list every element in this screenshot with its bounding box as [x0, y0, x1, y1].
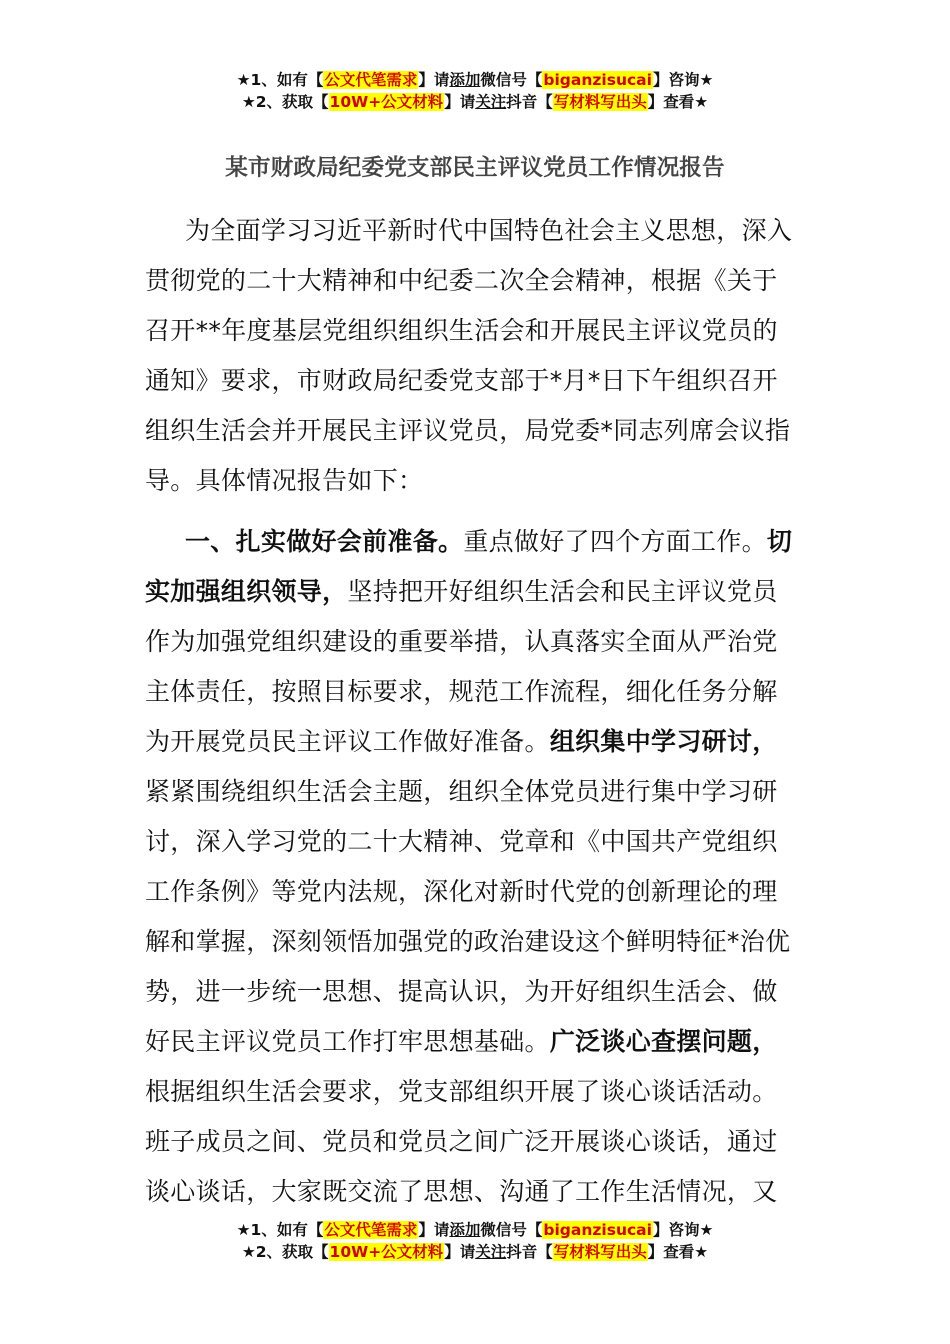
- banner-text: ★2、获取【: [241, 1243, 329, 1261]
- banner-text: 】咨询★: [652, 1221, 714, 1239]
- banner-highlight-wechat-id: biganzisucai: [543, 1221, 652, 1239]
- paragraph-line: 工作条例》等党内法规，深化对新时代党的创新理论的理: [145, 877, 778, 906]
- banner-text: 】查看★: [647, 93, 709, 111]
- paragraph-line: 召开**年度基层党组织组织生活会和开展民主评议党员的: [145, 316, 778, 345]
- banner-underlined-text: 关注: [475, 1243, 507, 1261]
- banner-highlight: 10W+公文材料: [329, 93, 444, 111]
- banner-highlight: 10W+公文材料: [329, 1243, 444, 1261]
- bottom-banner: [0, 1219, 950, 1263]
- top-banner: [0, 69, 950, 113]
- bold-subheading: 实加强组织领导，: [145, 577, 348, 606]
- bold-subheading: 切: [766, 527, 793, 556]
- banner-text: 抖音【: [506, 1243, 553, 1261]
- paragraph-line: 主体责任，按照目标要求，规范工作流程，细化任务分解: [145, 677, 778, 706]
- paragraph-line: 班子成员之间、党员和党员之间广泛开展谈心谈话，通过: [145, 1127, 778, 1156]
- paragraph-line: 为全面学习习近平新时代中国特色社会主义思想，深入: [185, 216, 793, 245]
- banner-highlight: 公文代笔需求: [324, 71, 418, 89]
- bold-subheading: 组织集中学习研讨，: [549, 727, 778, 756]
- paragraph-line: 通知》要求，市财政局纪委党支部于*月*日下午组织召开: [145, 366, 778, 395]
- banner-text: 抖音【: [506, 93, 553, 111]
- banner-line-2: [0, 1241, 950, 1263]
- paragraph-line: 解和掌握，深刻领悟加强党的政治建设这个鲜明特征*治优: [145, 927, 791, 956]
- banner-text: ★2、获取【: [241, 93, 329, 111]
- banner-line-2: [0, 91, 950, 113]
- banner-highlight-wechat-id: biganzisucai: [543, 71, 652, 89]
- banner-text: 】请: [444, 1243, 476, 1261]
- paragraph-text: 坚持把开好组织生活会和民主评议党员: [347, 577, 778, 606]
- banner-underlined-text: 添加: [449, 71, 481, 89]
- paragraph-line: 紧紧围绕组织生活会主题，组织全体党员进行集中学习研: [145, 777, 778, 806]
- banner-text: 】请: [418, 71, 450, 89]
- paragraph-line: [145, 567, 807, 617]
- paragraph-text: 重点做好了四个方面工作。: [463, 527, 767, 556]
- paragraph-line: 导。具体情况报告如下：: [145, 466, 424, 495]
- paragraph-line: [145, 1017, 807, 1067]
- banner-line-1: [0, 1219, 950, 1241]
- banner-text: ★1、如有【: [236, 71, 324, 89]
- paragraph-line: [145, 717, 807, 767]
- banner-text: 微信号【: [480, 1221, 543, 1239]
- banner-text: 微信号【: [480, 71, 543, 89]
- paragraph-line: 势，进一步统一思想、提高认识，为开好组织生活会、做: [145, 977, 778, 1006]
- paragraph-line: 作为加强党组织建设的重要举措，认真落实全面从严治党: [145, 627, 778, 656]
- section-heading: 一、扎实做好会前准备。: [185, 527, 464, 556]
- paragraph-line: [145, 517, 807, 567]
- section-1-paragraph: [145, 517, 807, 1217]
- banner-underlined-text: 关注: [475, 93, 507, 111]
- banner-highlight-douyin: 写材料写出头: [553, 93, 647, 111]
- banner-underlined-text: 添加: [449, 1221, 481, 1239]
- intro-paragraph: [145, 206, 807, 506]
- paragraph-line: 根据组织生活会要求，党支部组织开展了谈心谈话活动。: [145, 1077, 778, 1106]
- banner-text: 】咨询★: [652, 71, 714, 89]
- paragraph-line: 谈心谈话，大家既交流了思想、沟通了工作生活情况，又: [145, 1177, 778, 1206]
- document-title: 某市财政局纪委党支部民主评议党员工作情况报告: [225, 155, 725, 181]
- paragraph-line: 贯彻党的二十大精神和中纪委二次全会精神，根据《关于: [145, 266, 778, 295]
- banner-text: ★1、如有【: [236, 1221, 324, 1239]
- banner-text: 】请: [418, 1221, 450, 1239]
- banner-highlight-douyin: 写材料写出头: [553, 1243, 647, 1261]
- paragraph-text: 好民主评议党员工作打牢思想基础。: [145, 1027, 550, 1056]
- paragraph-line: 讨，深入学习党的二十大精神、党章和《中国共产党组织: [145, 827, 778, 856]
- banner-text: 】请: [444, 93, 476, 111]
- banner-line-1: [0, 69, 950, 91]
- bold-subheading: 广泛谈心查摆问题，: [549, 1027, 778, 1056]
- banner-text: 】查看★: [647, 1243, 709, 1261]
- paragraph-line: 组织生活会并开展民主评议党员，局党委*同志列席会议指: [145, 416, 791, 445]
- paragraph-text: 为开展党员民主评议工作做好准备。: [145, 727, 550, 756]
- banner-highlight: 公文代笔需求: [324, 1221, 418, 1239]
